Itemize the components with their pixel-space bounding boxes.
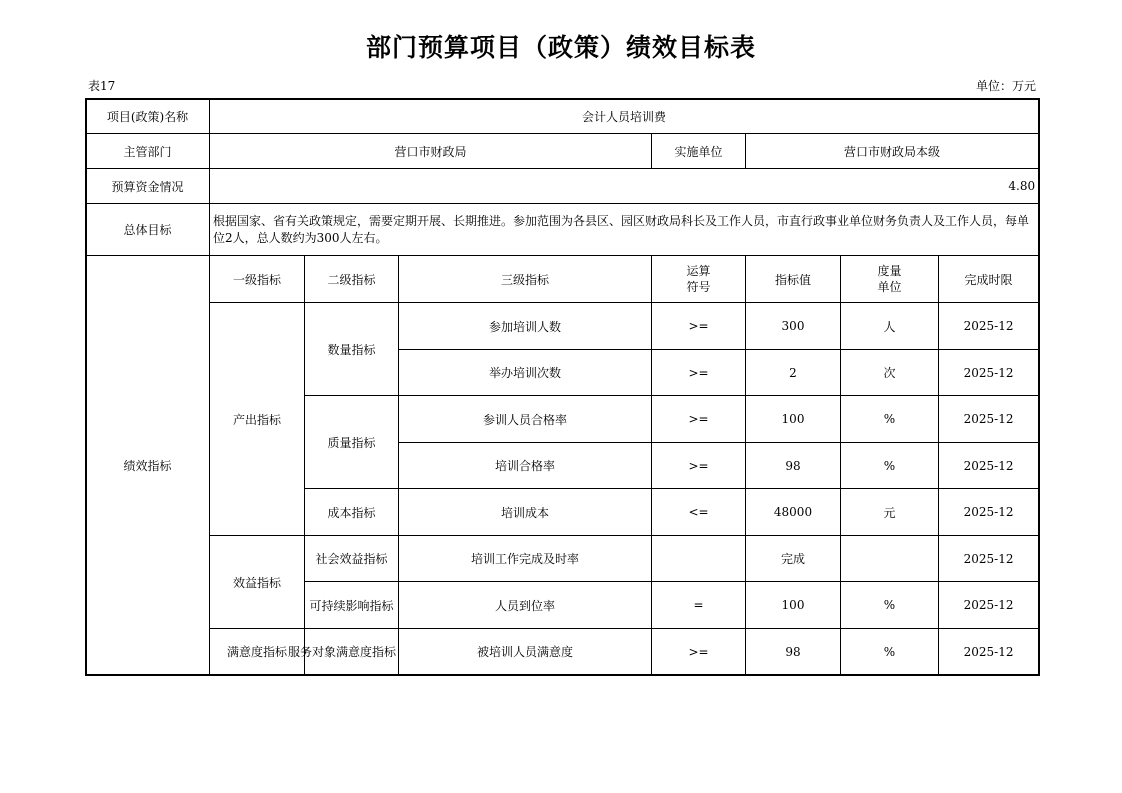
impl-value: 营口市财政局本级	[746, 134, 1039, 169]
metric-unit: %	[841, 443, 939, 489]
metric-unit	[841, 536, 939, 582]
metric-unit: 人	[841, 303, 939, 350]
header-value: 指标值	[746, 256, 841, 303]
metric-operator: >=	[652, 443, 746, 489]
level1-benefit: 效益指标	[210, 536, 305, 629]
header-level2: 二级指标	[305, 256, 399, 303]
metric-value: 100	[746, 396, 841, 443]
metric-name: 参加培训人数	[399, 303, 652, 350]
level1-output: 产出指标	[210, 303, 305, 536]
level2-cost: 成本指标	[305, 489, 399, 536]
metric-name: 人员到位率	[399, 582, 652, 629]
header-unit-line1: 度量	[877, 264, 902, 278]
budget-value: 4.80	[210, 169, 1039, 204]
dept-value: 营口市财政局	[210, 134, 652, 169]
goal-label: 总体目标	[86, 204, 210, 256]
header-operator-line2: 符号	[686, 280, 711, 294]
metric-value: 完成	[746, 536, 841, 582]
table-number: 表17	[88, 79, 116, 93]
goal-row	[86, 204, 1039, 256]
metric-deadline: 2025-12	[939, 396, 1039, 443]
metric-operator: >=	[652, 629, 746, 675]
metrics-section-label: 绩效指标	[86, 256, 210, 675]
performance-table	[85, 98, 1039, 675]
metric-operator: >=	[652, 303, 746, 350]
metric-operator	[652, 536, 746, 582]
level2-social: 社会效益指标	[305, 536, 399, 582]
project-name-row	[86, 99, 1039, 134]
metric-value: 2	[746, 350, 841, 396]
metric-name: 培训合格率	[399, 443, 652, 489]
metric-deadline: 2025-12	[939, 582, 1039, 629]
metric-unit: 元	[841, 489, 939, 536]
metric-operator: =	[652, 582, 746, 629]
metric-deadline: 2025-12	[939, 350, 1039, 396]
metric-unit: %	[841, 396, 939, 443]
metric-operator: >=	[652, 350, 746, 396]
header-unit-line2: 单位	[877, 280, 902, 294]
metric-name: 培训成本	[399, 489, 652, 536]
header-deadline: 完成时限	[939, 256, 1039, 303]
metric-value: 48000	[746, 489, 841, 536]
metric-value: 98	[746, 629, 841, 675]
metric-name: 培训工作完成及时率	[399, 536, 652, 582]
department-row	[86, 134, 1039, 169]
budget-row	[86, 169, 1039, 204]
level2-quality: 质量指标	[305, 396, 399, 489]
metric-unit: %	[841, 582, 939, 629]
table-row	[86, 303, 1039, 350]
budget-label: 预算资金情况	[86, 169, 210, 204]
header-level3: 三级指标	[399, 256, 652, 303]
project-name-value: 会计人员培训费	[210, 99, 1039, 134]
metric-deadline: 2025-12	[939, 443, 1039, 489]
metric-value: 300	[746, 303, 841, 350]
metric-deadline: 2025-12	[939, 303, 1039, 350]
metric-deadline: 2025-12	[939, 629, 1039, 675]
header-operator-line1: 运算	[686, 264, 711, 278]
header-unit	[841, 256, 939, 303]
unit-label: 单位：万元	[975, 79, 1036, 93]
level2-quantity: 数量指标	[305, 303, 399, 396]
impl-label: 实施单位	[652, 134, 746, 169]
dept-label: 主管部门	[86, 134, 210, 169]
goal-value: 根据国家、省有关政策规定，需要定期开展、长期推进。参加范围为各县区、园区财政局科长及工作人员，市直行政事业单位财务负责人及工作人员，每单位2人，总人数约为300人左右。	[210, 204, 1039, 256]
project-name-label: 项目(政策)名称	[86, 99, 210, 134]
table-row	[86, 629, 1039, 675]
table-row	[86, 536, 1039, 582]
header-level1: 一级指标	[210, 256, 305, 303]
metric-name: 举办培训次数	[399, 350, 652, 396]
metric-value: 98	[746, 443, 841, 489]
level2-sustainable: 可持续影响指标	[305, 582, 399, 629]
metric-deadline: 2025-12	[939, 536, 1039, 582]
metric-unit: %	[841, 629, 939, 675]
metrics-header-row	[86, 256, 1039, 303]
metric-deadline: 2025-12	[939, 489, 1039, 536]
metric-operator: >=	[652, 396, 746, 443]
level1-satisfaction: 满意度指标	[210, 629, 305, 675]
level2-service: 服务对象满意度指标	[305, 629, 399, 675]
header-operator	[652, 256, 746, 303]
metric-value: 100	[746, 582, 841, 629]
metric-name: 被培训人员满意度	[399, 629, 652, 675]
page-title: 部门预算项目（政策）绩效目标表	[365, 33, 756, 62]
metric-operator: <=	[652, 489, 746, 536]
metric-unit: 次	[841, 350, 939, 396]
metric-name: 参训人员合格率	[399, 396, 652, 443]
